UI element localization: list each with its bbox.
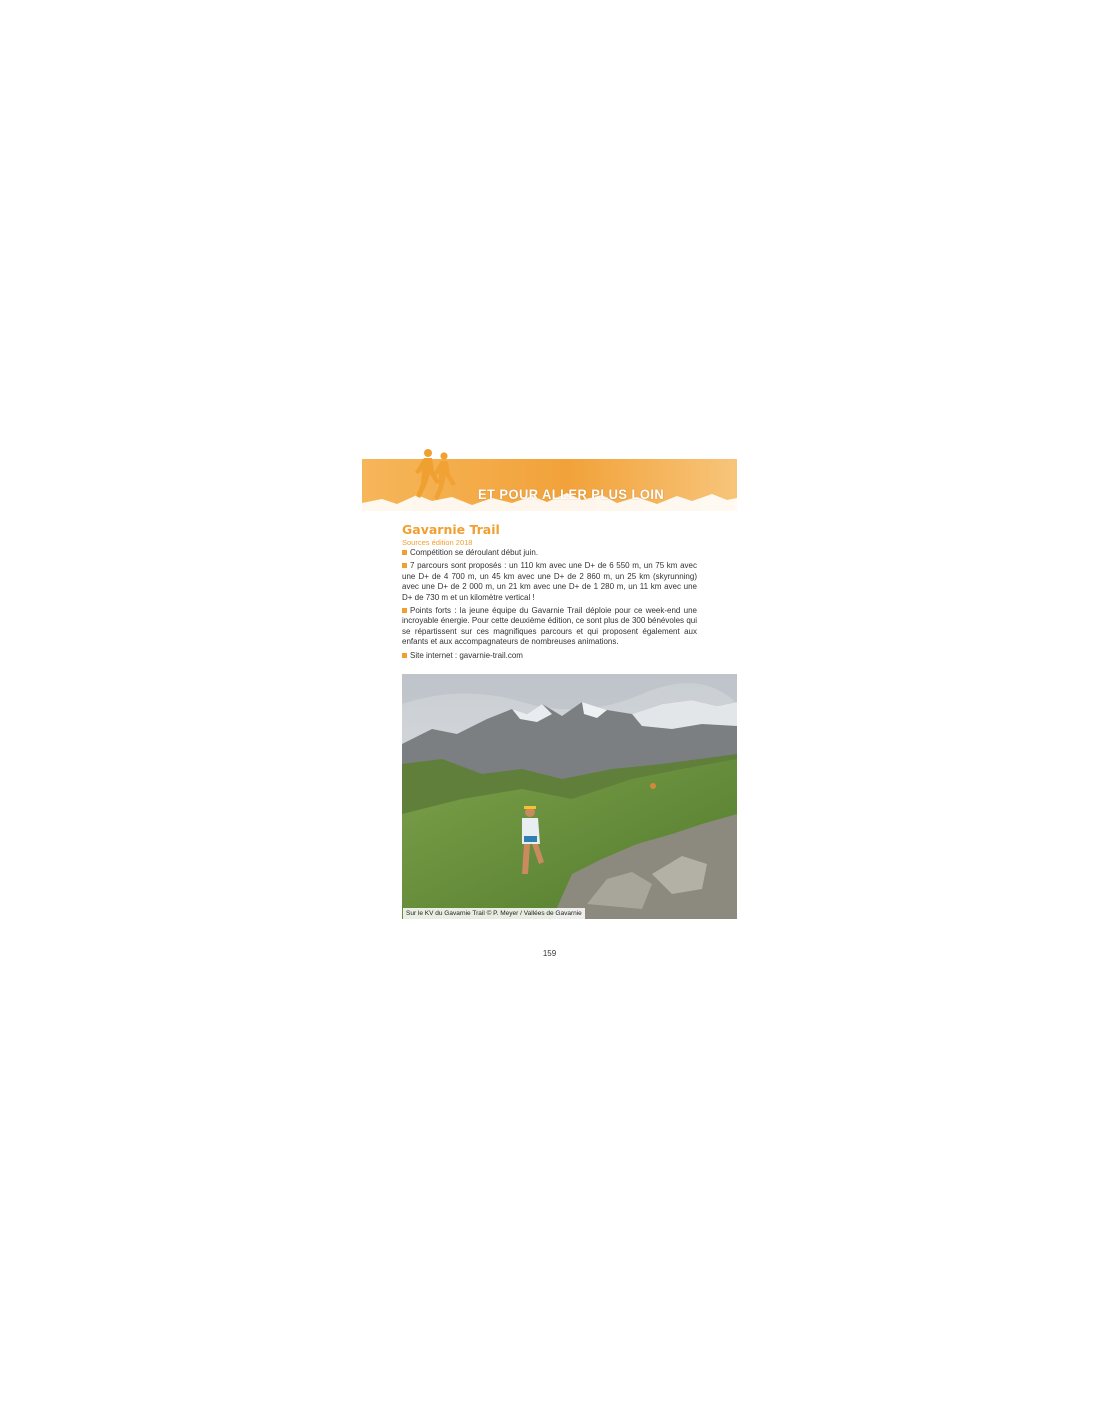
runners-silhouette-icon	[414, 446, 460, 512]
list-item	[402, 561, 697, 603]
square-bullet-icon	[402, 608, 407, 613]
bullet-list	[402, 548, 697, 664]
list-item-text: 7 parcours sont proposés : un 110 km avec une D+ de 6 550 m, un 75 km avec une D+ de 4 700 m, un 45 km avec une D+ de 2 860 m, un 25 km (skyrunning) avec une D+ de 2 000 m, un 21 km avec une D+ de 1 280 m, un 11 km avec une D+ de 730 m et un kilomètre vertical !	[402, 561, 697, 602]
page-number: 159	[542, 949, 557, 958]
square-bullet-icon	[402, 550, 407, 555]
list-item	[402, 548, 697, 558]
photo-caption: Sur le KV du Gavarnie Trail © P. Meyer / Vallées de Gavarnie	[403, 908, 585, 919]
list-item-text: Site internet : gavarnie-trail.com	[410, 650, 523, 660]
book-page	[362, 446, 737, 976]
list-item	[402, 606, 697, 648]
square-bullet-icon	[402, 563, 407, 568]
photo-illustration	[402, 674, 737, 919]
article-title: Gavarnie Trail	[402, 522, 500, 537]
mountain-trail-photo	[402, 674, 737, 919]
banner-title: ET POUR ALLER PLUS LOIN	[478, 486, 665, 502]
square-bullet-icon	[402, 653, 407, 658]
list-item-text: Points forts : la jeune équipe du Gavarnie Trail déploie pour ce week-end une incroyable énergie. Pour cette deuxième édition, ce sont plus de 300 bénévoles qui se répartissent sur ces magnifiques parcours et qui proposent également aux enfants et aux accompagnateurs de nombreuses animations.	[402, 606, 697, 647]
list-item	[402, 651, 697, 661]
list-item-text: Compétition se déroulant début juin.	[410, 548, 539, 557]
article-source: Sources édition 2018	[402, 538, 473, 547]
